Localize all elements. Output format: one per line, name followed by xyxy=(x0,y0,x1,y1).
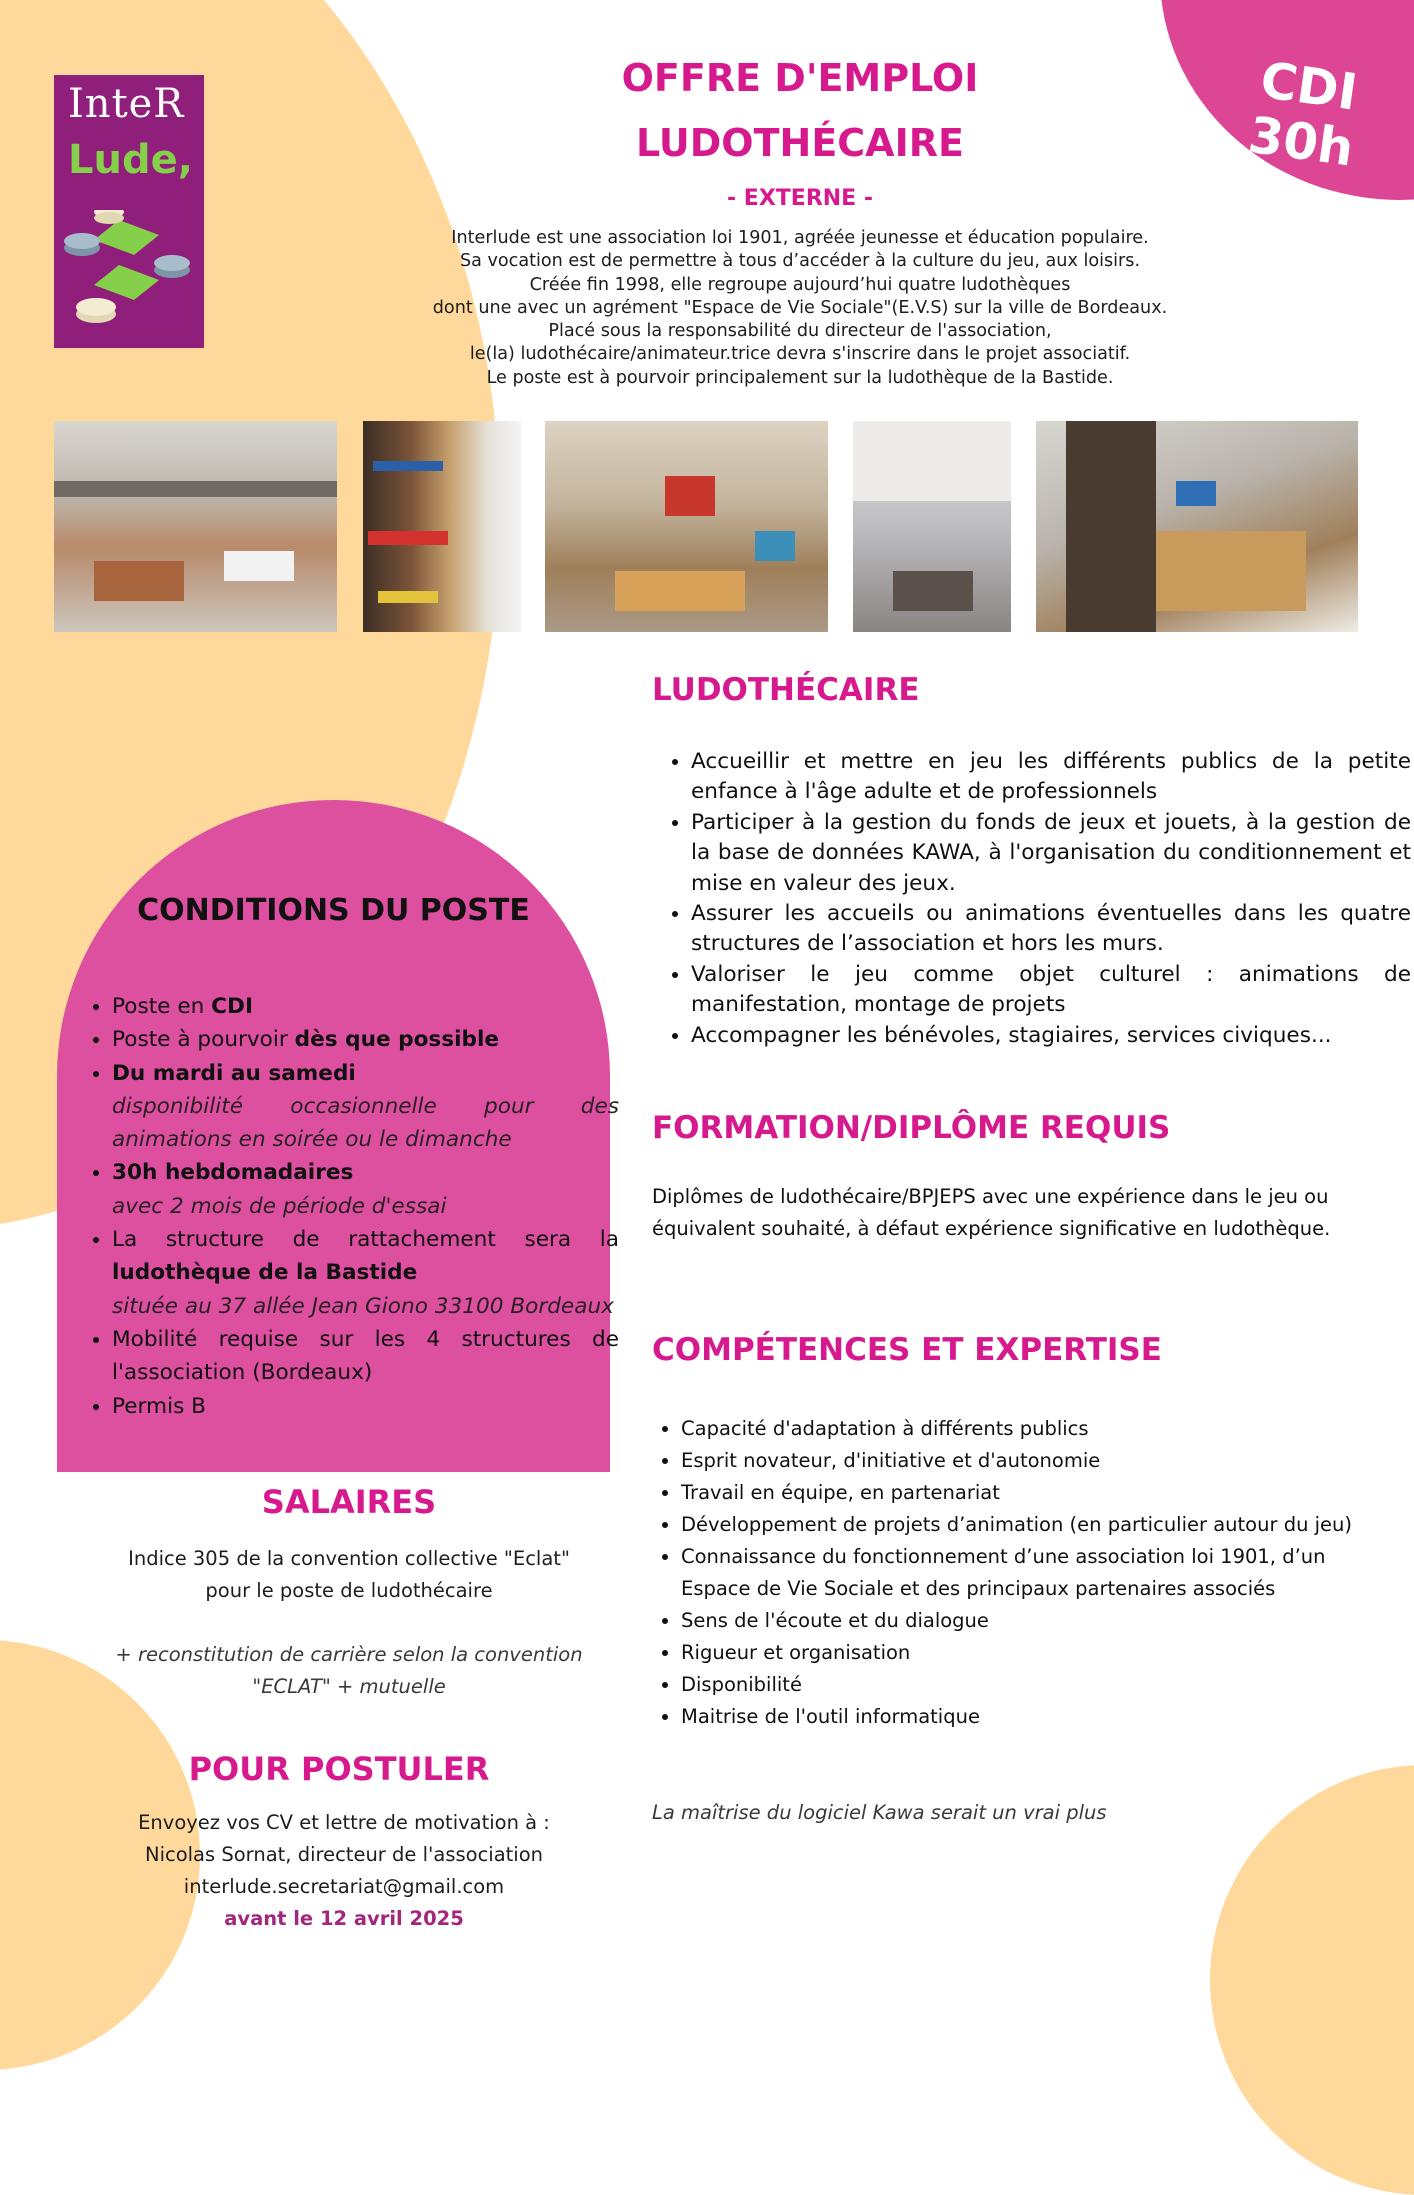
interlude-logo xyxy=(54,75,204,348)
game-pieces-icon xyxy=(64,210,194,340)
list-item: • Assurer les accueils ou animations éventuelles dans les quatre structures de l’association et hors les murs. xyxy=(691,899,1411,960)
item-text: La structure de rattachement sera la xyxy=(112,1227,619,1253)
apply-text xyxy=(74,1807,614,1935)
item-emphasis: Du mardi au samedi xyxy=(112,1060,356,1086)
page-title-line1: OFFRE D'EMPLOI xyxy=(621,56,979,100)
formation-text: Diplômes de ludothécaire/BPJEPS avec une expérience dans le jeu ou équivalent souhaité, à défaut expérience significative en ludothèque. xyxy=(652,1185,1331,1240)
item-emphasis: 30h hebdomadaires xyxy=(112,1160,354,1186)
skills-list xyxy=(654,1413,1381,1733)
contract-hours: 30h xyxy=(1244,105,1358,178)
list-item xyxy=(112,1390,619,1423)
item-text: Permis B xyxy=(112,1393,206,1419)
list-item: • Accompagner les bénévoles, stagiaires, services civiques... xyxy=(691,1021,1411,1051)
list-item: • Disponibilité xyxy=(681,1669,1381,1701)
photo-toy-shelves xyxy=(363,421,521,632)
list-item: • Connaissance du fonctionnement d’une association loi 1901, d’un Espace de Vie Sociale et des principaux partenaires associés xyxy=(681,1541,1381,1605)
intro-line: Créée fin 1998, elle regroupe aujourd’hui quatre ludothèques xyxy=(529,274,1071,295)
formation-title: FORMATION/DIPLÔME REQUIS xyxy=(652,1110,1171,1146)
list-item: • Développement de projets d’animation (en particulier autour du jeu) xyxy=(681,1509,1381,1541)
intro-line: Placé sous la responsabilité du directeur de l'association, xyxy=(548,321,1052,342)
salaries-title: SALAIRES xyxy=(261,1483,437,1521)
photo-play-area xyxy=(545,421,828,632)
salaries-line: Indice 305 de la convention collective "Eclat" xyxy=(128,1547,570,1570)
intro-line: Sa vocation est de permettre à tous d’accéder à la culture du jeu, aux loisirs. xyxy=(459,251,1141,272)
page-title-line2: LUDOTHÉCAIRE xyxy=(636,121,964,165)
photo-computer-space xyxy=(1036,421,1358,632)
item-detail: située au 37 allée Jean Giono 33100 Bordeaux xyxy=(112,1293,614,1319)
list-item: • Valoriser le jeu comme objet culturel : animations de manifestation, montage de projets xyxy=(691,960,1411,1021)
list-item: • Maitrise de l'outil informatique xyxy=(681,1701,1381,1733)
intro-line: Interlude est une association loi 1901, agréée jeunesse et éducation populaire. xyxy=(451,228,1149,248)
list-item xyxy=(112,1223,619,1323)
apply-title: POUR POSTULER xyxy=(188,1750,490,1788)
item-detail: avec 2 mois de période d'essai xyxy=(112,1193,447,1219)
intro-line: Le poste est à pourvoir principalement sur la ludothèque de la Bastide. xyxy=(486,367,1114,388)
photo-ludotheque-room xyxy=(54,421,337,632)
item-text: Poste à pourvoir xyxy=(112,1027,295,1053)
conditions-title: CONDITIONS DU POSTE xyxy=(137,893,530,928)
contract-type: CDI xyxy=(1256,50,1361,122)
list-item xyxy=(112,1057,619,1157)
list-item: • Participer à la gestion du fonds de jeux et jouets, à la gestion de la base de données KAWA, à l'organisation du conditionnement et mise en valeur des jeux. xyxy=(691,808,1411,899)
intro-line: dont une avec un agrément "Espace de Vie Sociale"(E.V.S) sur la ville de Bordeaux. xyxy=(432,297,1168,318)
item-detail: disponibilité occasionnelle pour des animations en soirée ou le dimanche xyxy=(112,1093,619,1153)
skills-note: La maîtrise du logiciel Kawa serait un vrai plus xyxy=(652,1801,1107,1824)
list-item: • Rigueur et organisation xyxy=(681,1637,1381,1669)
item-emphasis: dès que possible xyxy=(294,1027,500,1053)
list-item: • Travail en équipe, en partenariat xyxy=(681,1477,1381,1509)
apply-line: Envoyez vos CV et lettre de motivation à : xyxy=(138,1811,550,1834)
list-item xyxy=(112,1156,619,1223)
item-emphasis: CDI xyxy=(211,994,253,1019)
logo-text-lude: Lude, xyxy=(68,137,193,183)
list-item: • Capacité d'adaptation à différents publics xyxy=(681,1413,1381,1445)
apply-deadline: avant le 12 avril 2025 xyxy=(224,1907,464,1930)
intro-paragraph xyxy=(340,227,1260,390)
salaries-note: + reconstitution de carrière selon la convention "ECLAT" + mutuelle xyxy=(115,1643,583,1698)
contract-badge xyxy=(1223,48,1387,180)
apply-email[interactable]: interlude.secretariat@gmail.com xyxy=(183,1875,505,1898)
apply-contact: Nicolas Sornat, directeur de l'association xyxy=(144,1843,544,1866)
list-item xyxy=(112,1023,619,1056)
logo-text-inter: InteR xyxy=(68,81,185,127)
skills-title: COMPÉTENCES ET EXPERTISE xyxy=(652,1332,1162,1368)
salaries-text xyxy=(74,1543,624,1607)
missions-list xyxy=(663,747,1411,1051)
page-subtitle: - EXTERNE - xyxy=(727,186,873,211)
list-item xyxy=(112,1323,619,1390)
intro-line: le(la) ludothécaire/animateur.trice devra s'inscrire dans le projet associatif. xyxy=(469,344,1131,365)
salaries-line: pour le poste de ludothécaire xyxy=(205,1579,493,1602)
missions-title: LUDOTHÉCAIRE xyxy=(652,672,920,708)
peach-corner-shape-right xyxy=(1210,1765,1414,2195)
list-item: • Accueillir et mettre en jeu les différents publics de la petite enfance à l'âge adulte et de professionnels xyxy=(691,747,1411,808)
list-item xyxy=(112,990,619,1023)
item-text: Mobilité requise sur les 4 structures de l'association (Bordeaux) xyxy=(112,1326,619,1386)
list-item: • Esprit novateur, d'initiative et d'autonomie xyxy=(681,1445,1381,1477)
photo-corridor xyxy=(853,421,1011,632)
item-emphasis: ludothèque de la Bastide xyxy=(112,1260,418,1286)
list-item: • Sens de l'écoute et du dialogue xyxy=(681,1605,1381,1637)
conditions-list xyxy=(84,990,619,1423)
item-text: Poste en xyxy=(112,994,212,1019)
